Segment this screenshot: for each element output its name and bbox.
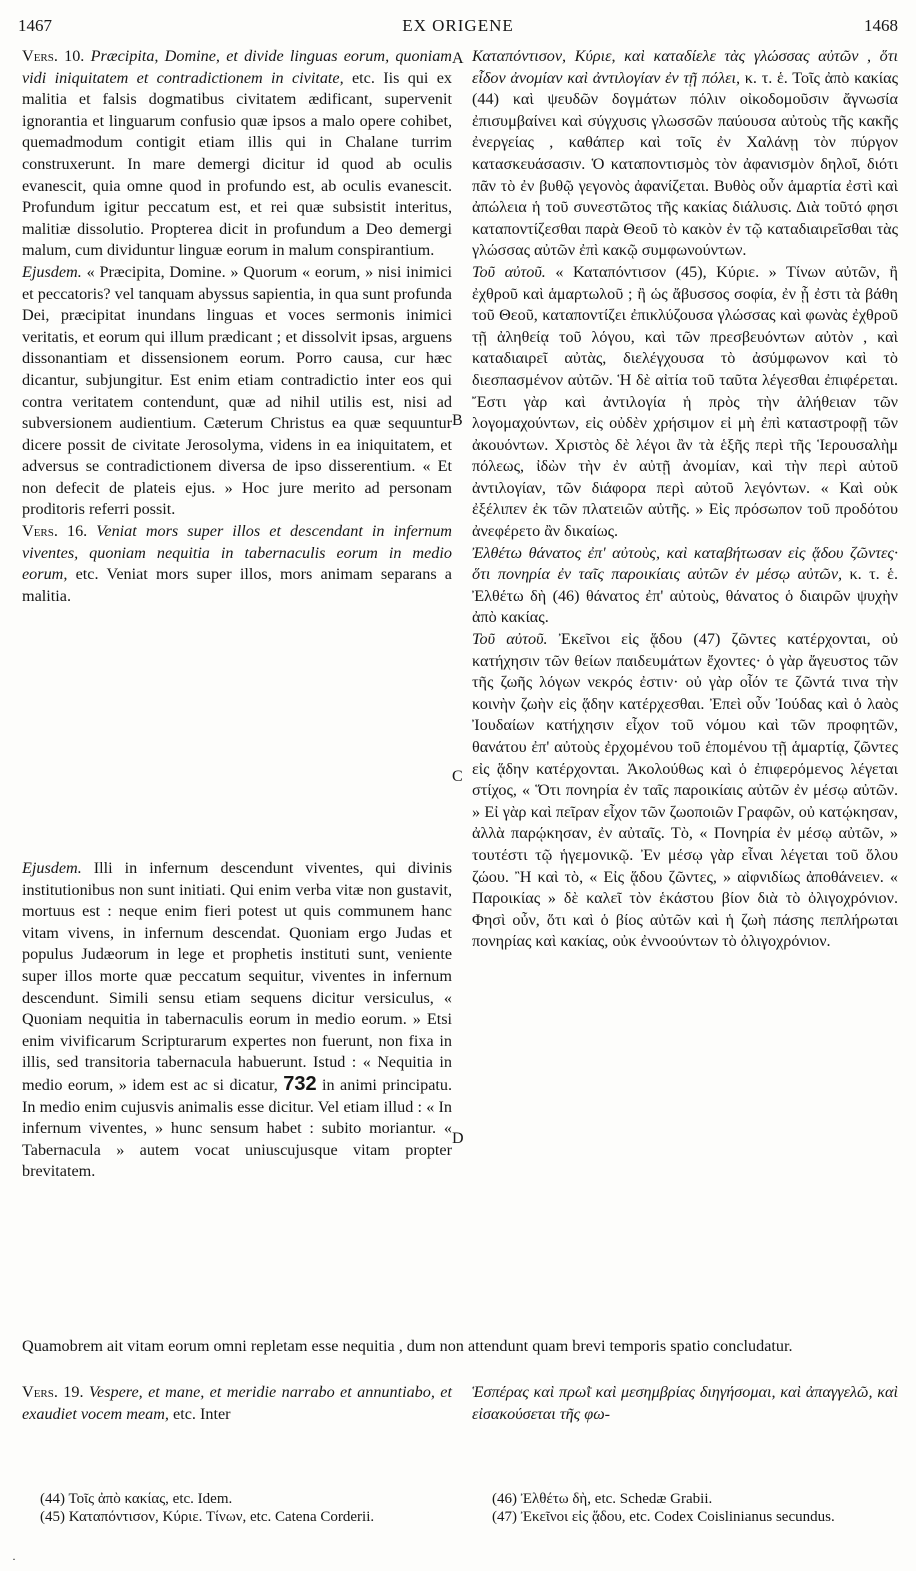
footnote-44: (44) Τοῖς ἀπὸ κακίας, etc. Idem.: [40, 1491, 233, 1507]
latin-paragraph-ejusdem-1: [22, 262, 452, 521]
verse-text: Ἐλθέτω θάνατος ἐπ' αὐτοὺς, καὶ καταβήτωσαν εἰς ᾅδου ζῶντες· ὅτι πονηρία ἐν ταῖς παροικίαις αὐτῶν ἐν μέσῳ αὐτῶν,: [472, 543, 898, 584]
verse-text: Veniat mors super illos et descendant in infernum viventes, quoniam nequitia in tabernaculis eorum in medio eorum,: [22, 522, 453, 584]
column-number-left: 1467: [18, 16, 52, 35]
commentary-text: « Præcipita, Domine. » Quorum « eorum, » nisi inimici et peccatoris? vel tanquam abyssus sapientia, in qua sunt profunda Dei, præcipitat inundans linguas et voces sermonis inimici veritatis, et eorum qui illum prædicant ; et dissolvit ipsas, arguens dissonantiam et dissensionem eorum. Porro causa, cur hæc dicantur, subjungitur. Est enim etiam contradictio inter eos qui contra veritatem contendunt, quæ ad nihil utilis est, nisi ad subversionem audientium. Cæterum Christus ea quæ sequuntur dicere possit de civitate Jerosolyma, videns in ea iniquitatem, et adversus se contradictionem diversa de ipso disserentium. « Et non defecit de plateis ejus. » Hoc jure merito ad personam proditoris referri possit.: [22, 262, 452, 519]
page-number: 732: [283, 1072, 317, 1095]
verse-label: Vers. 10.: [22, 47, 85, 65]
source-label: Τοῦ αὐτοῦ.: [472, 262, 546, 281]
margin-mark-c: C: [452, 768, 463, 785]
latin-paragraph-vers19: [22, 1382, 452, 1425]
latin-column-middle: [22, 858, 452, 1183]
commentary-text: κ. τ. ἑ. Ἐλθέτω δὴ (46) θάνατος ἐπ' αὐτοὺς, θάνατος ὁ διαιρῶν ψυχὴν ἀπὸ κακίας.: [472, 565, 899, 627]
column-number-right: 1468: [864, 16, 898, 35]
margin-mark-b: B: [452, 412, 463, 429]
verse-text: Καταπόντισον, Κύριε, καὶ καταδίελε τὰς γλώσσας αὐτῶν , ὅτι εἶδον ἀνομίαν καὶ ἀντιλογίαν ἐν τῇ πόλει,: [472, 47, 898, 87]
greek-paragraph-vers10: [472, 46, 898, 262]
footnotes-left: [40, 1490, 450, 1526]
commentary-text: Ἐκεῖνοι εἰς ᾅδου (47) ζῶντες κατέρχονται, οὐ κατήχησιν τῶν θείων παιδευμάτων ἔχοντες· ὁ γὰρ ἄγευστος τῶν τῆς ζωῆς λόγων νεκρός ἐστιν· οὐ γὰρ οἷόν τε ζῶντά τινα τὴν κοινὴν ζωὴν εἰς ᾅδην κατέρχεσθαι. Ἐπεὶ οὖν Ἰούδας καὶ ὁ λαὸς Ἰουδαίων κατήχησιν εἶχον τοῦ νόμου καὶ τῶν προφητῶν, θανάτου ἐπ' αὐτοὺς ἐρχομένου τοῦ ἑπομένου τῇ ἁμαρτίᾳ, ζῶντες εἰς ᾅδην κατέρχονται. Ἀκολούθως καὶ ὁ ἐπιφερόμενος λέγεται στίχος, « Ὅτι πονηρία ἐν ταῖς παροικίαις αὐτῶν ἐν μέσῳ αὐτῶν. » Εἰ γὰρ καὶ πεῖραν εἶχον τῶν ζωοποιῶν Γραφῶν, οὐ κατῴκησαν, ἀλλὰ παρῴκησαν, ἐν αὐταῖς. Τὸ, « Πονηρία ἐν μέσῳ αὐτῶν, » τουτέστι τῷ ἡγεμονικῷ. Ἐν μέσῳ γὰρ εἶναι λέγεται τοῦ ὅλου ζώου. Ἢ καὶ τὸ, « Εἰς ᾅδου ζῶντες, » αἰφνιδίως ἀποθάνειεν. « Παροικίας » δὲ καλεῖ τὸν ἑκάστου βίον διὰ τὸ ὀλιγοχρόνιον. Φησὶ οὖν, ὅτι καὶ ὁ βίος αὐτῶν καὶ ἡ ζωὴ πάσης πεπλήρωται πονηρίας καὶ κακίας, οὐκ ἐννοούντων τὸ ὀλιγοχρόνιον.: [472, 630, 898, 951]
greek-column-bottom: [472, 1382, 898, 1425]
footnotes-right: [492, 1490, 892, 1526]
footnote-45: (45) Καταπόντισον, Κύριε. Τίνων, etc. Catena Corderii.: [40, 1509, 375, 1525]
commentary-text: etc. Inter: [168, 1404, 231, 1423]
verse-label: Vers. 16.: [22, 522, 88, 541]
commentary-text: etc. Iis qui ex malitia et falsis dogmatibus civitatem ædificant, supervenit ignorantia et linguarum confusio quæ ipsos a malo opere cohibet, quemadmodum contigit etiam illis qui in Chalane turrim construxerunt. In mare demergi dicitur id quod ab oculis evanescit, quia omne quod in profundo est, ab oculis evanescit. Profundum igitur peccatum est, et rei quæ subsistit interitus, malitiæ dissolutio. Propterea dicit in profundum a Deo demergi malum, cum dividuntur linguæ eorum in malum conspirantium.: [22, 68, 452, 260]
verse-text: Vespere, et mane, et meridie narrabo et annuntiabo, et exaudiet vocem meam,: [22, 1383, 452, 1423]
commentary-text: Illi in infernum descendunt viventes, qui divinis institutionibus non sunt initiati. Qui enim verba vitæ non gustavit, mortuus est : neque enim fieri potest ut quis communem hanc vitam vivens, in infernum descendat. Quoniam ergo Judas et populus Judæorum in lege et prophetis instituti sunt, veniente super illos morte quæ peccatum sequitur, viventes in infernum descendunt. Simili sensu etiam sequens dicitur versiculus, « Quoniam nequitia in tabernaculis eorum in medio eorum. » Etsi enim vivificarum Scripturarum expertes non fuerunt, non fixa in illis, sed transitoria tabernacula habuerunt. Istud : « Nequitia in medio eorum, » idem est ac si dicatur,: [22, 859, 452, 1094]
latin-paragraph-vers16: [22, 521, 452, 607]
running-title: EX ORIGENE: [402, 16, 514, 35]
footnote-47: (47) Ἐκεῖνοι εἰς ᾅδου, etc. Codex Coislinianus secundus.: [492, 1509, 835, 1525]
greek-column-top: [472, 46, 898, 953]
latin-paragraph-vers10: [22, 46, 452, 262]
commentary-text: etc. Veniat mors super illos, mors animam separans a malitia.: [22, 565, 452, 605]
greek-paragraph-vers16: [472, 543, 898, 629]
page-speck: ·: [12, 1552, 16, 1566]
commentary-text: in animi principatu. In medio enim cujusvis animalis esse dicitur. Vel etiam illud : « In infernum viventes, » hunc sensum habet : subito moriantur. « Tabernacula » autem vocat uniuscujusque vitam propter brevitatem.: [22, 1075, 453, 1181]
margin-mark-a: A: [452, 50, 464, 67]
running-header: [18, 16, 898, 42]
greek-paragraph-vers19: [472, 1382, 898, 1425]
commentary-text: κ. τ. ἑ. Τοῖς ἀπὸ κακίας (44) καὶ ψευδῶν δογμάτων πόλιν οἰκοδομοῦσιν ἄγνωσία ἐπισυμβαίνει καὶ σύγχυσις γλωσσῶν παύουσα αὐτοὺς τῆς κακῆς ἐνεργείας , καθάπερ καὶ τοῖς ἐν Χαλάνῃ τὸν πύργον κατασκευάσασιν. Ὁ καταποντισμὸς τὸν ἀφανισμὸν δηλοῖ, διότι πᾶν τὸ ἐν βυθῷ γεγονὸς ἀφανίζεται. Βυθὸς οὖν ἁμαρτία ἐστὶ καὶ ἀπώλεια ἡ τοῦ συνεστῶτος τῆς κακίας διάλυσις. Διὰ τοῦτό φησι καταποντίζεσθαι παρὰ Θεοῦ τὸ κακὸν ἐν τῷ καταδιαιρεῖσθαι τὰς γλώσσας αὐτῶν ἐπὶ κακῷ συμφωνούντων.: [472, 68, 898, 260]
latin-column-bottom: [22, 1382, 452, 1425]
latin-column-top: [22, 46, 452, 607]
verse-text: Ἑσπέρας καὶ πρωῒ καὶ μεσημβρίας διηγήσομαι, καὶ ἀπαγγελῶ, καὶ εἰσακούσεται τῆς φω-: [472, 1383, 898, 1423]
source-label: Ejusdem.: [22, 262, 82, 281]
margin-mark-d: D: [452, 1130, 464, 1147]
full-width-line: Quamobrem ait vitam eorum omni repletam esse nequitia , dum non attendunt quam brevi temporis spatio concludatur.: [22, 1337, 793, 1355]
source-label: Τοῦ αὐτοῦ.: [472, 630, 548, 649]
latin-paragraph-ejusdem-2: [22, 858, 452, 1183]
greek-paragraph-tou-autou-1: [472, 262, 898, 543]
source-label: Ejusdem.: [22, 859, 82, 877]
footnote-46: (46) Ἐλθέτω δὴ, etc. Schedæ Grabii.: [492, 1491, 713, 1507]
commentary-text: « Καταπόντισον (45), Κύριε. » Τίνων αὐτῶν, ἢ ἐχθροῦ καὶ ἁμαρτωλοῦ ; ἢ ὡς ἄβυσσος σοφία, ἐν ᾗ ἐστι τὰ βάθη τοῦ Θεοῦ, καταποντίζει ἐπικλύζουσα γλώσσας καὶ φωνὰς ἐχθροῦ τῇ ἀληθείᾳ τοῦ λόγου, καὶ τῶν πρεσβευόντων αὐτὸν , καὶ καταδιαιρεῖ αὐτὰς, διελέγχουσα τὸ ἀσύμφωνον καὶ τὸ διεσπασμένον αὐτῶν. Ἡ δὲ αἰτία τοῦ ταῦτα λέγεσθαι ἐπιφέρεται. Ἔστι γὰρ καὶ ἀντιλογία ἡ πρὸς τὴν ἀλήθειαν τῶν λογομαχούντων, εἰς οὐδὲν χρήσιμον εἰ μὴ ἐπὶ καταστροφῇ τῶν ἀκουόντων. Χριστὸς δὲ λέγοι ἂν τὰ ἑξῆς περὶ τῆς Ἱερουσαλὴμ πόλεως, ἰδὼν τὴν ἐν αὐτῇ ἀνομίαν, καὶ τὴν περὶ αὐτοῦ ἀντιλογίαν, τῶν διάφορα περὶ αὐτοῦ λεγόντων. « Καὶ οὐκ ἐξέλιπεν ἐκ τῶν πλατειῶν αὐτῆς. » Εἰς πρόσωπον τοῦ προδότου ἀνεφέρετο ἂν δικαίως.: [472, 262, 898, 541]
greek-paragraph-tou-autou-2: [472, 629, 898, 953]
verse-label: Vers. 19.: [22, 1383, 84, 1401]
verse-text: Præcipita, Domine, et divide linguas eorum, quoniam vidi iniquitatem et contradictionem in civitate,: [22, 47, 452, 87]
